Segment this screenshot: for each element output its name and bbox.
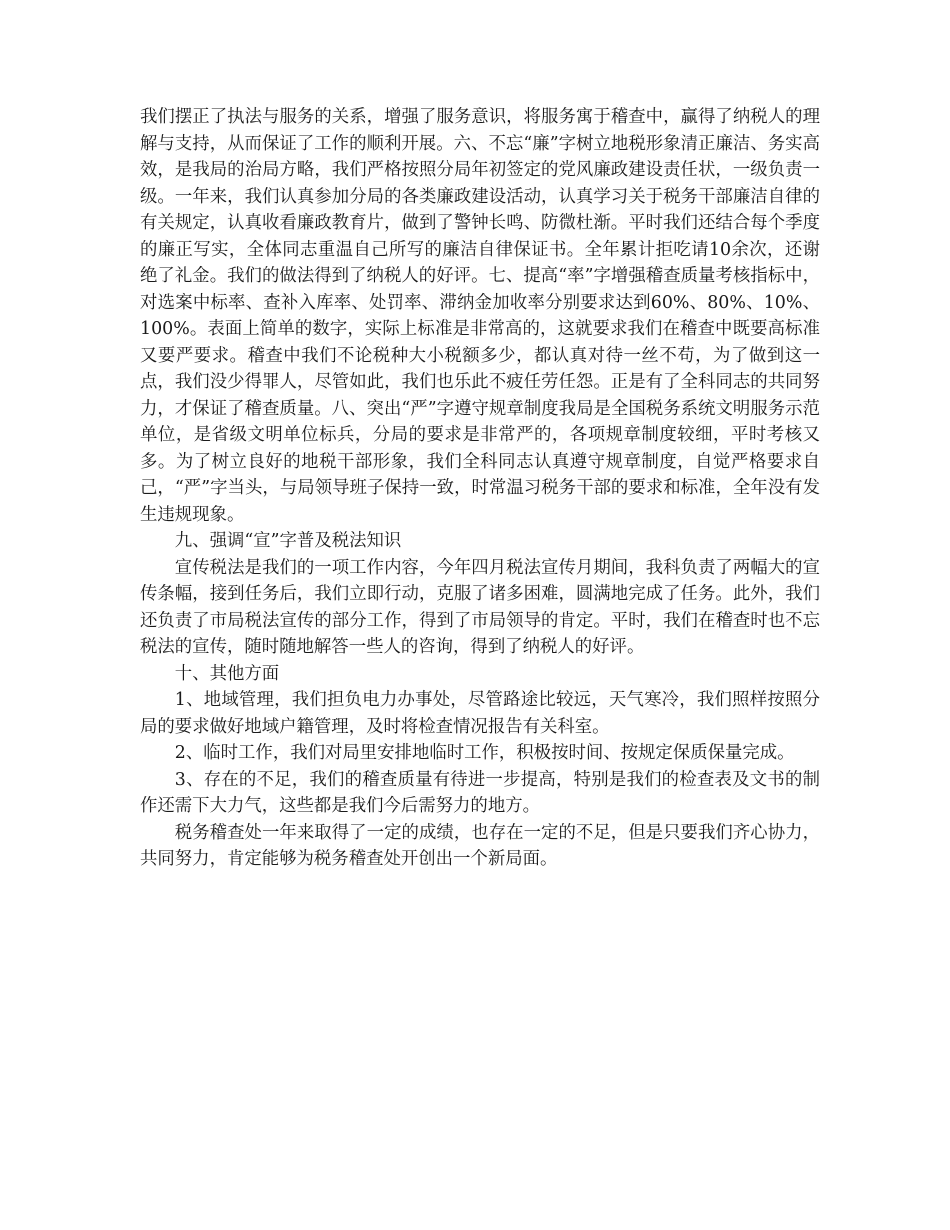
closing-paragraph: 税务稽查处一年来取得了一定的成绩，也存在一定的不足，但是只要我们齐心协力，共同努力，肯定能够为税务稽查处开创出一个新局面。 [140, 822, 820, 869]
list-item-regional-management: 1、地域管理，我们担负电力办事处，尽管路途比较远，天气寒冷，我们照样按照分局的要求做好地域户籍管理，及时将检查情况报告有关科室。 [140, 690, 820, 737]
paragraph-continuation: 我们摆正了执法与服务的关系，增强了服务意识，将服务寓于稽查中，赢得了纳税人的理解与支持，从而保证了工作的顺利开展。六、不忘“廉”字树立地税形象清正廉洁、务实高效，是我局的治局方略，我们严格按照分局年初签定的党风廉政建设责任状，一级负责一级。一年来，我们认真参加分局的各类廉政建设活动，认真学习关于税务干部廉洁自律的有关规定，认真收看廉政教育片，做到了警钟长鸣、防微杜渐。平时我们还结合每个季度的廉正写实，全体同志重温自己所写的廉洁自律保证书。全年累计拒吃请10余次，还谢绝了礼金。我们的做法得到了纳税人的好评。七、提高“率”字增强稽查质量考核指标中，对选案中标率、查补入库率、处罚率、滞纳金加收率分别要求达到60%、80%、10%、100%。表面上简单的数字，实际上标准是非常高的，这就要求我们在稽查中既要高标准又要严要求。稽查中我们不论税种大小税额多少，都认真对待一丝不苟，为了做到这一点，我们没少得罪人，尽管如此，我们也乐此不疲任劳任怨。正是有了全科同志的共同努力，才保证了稽查质量。八、突出“严”字遵守规章制度我局是全国税务系统文明服务示范单位，是省级文明单位标兵，分局的要求是非常严的，各项规章制度较细，平时考核又多。为了树立良好的地税干部形象，我们全科同志认真遵守规章制度，自觉严格要求自己，“严”字当头，与局领导班子保持一致，时常温习税务干部的要求和标准，全年没有发生违规现象。 [140, 107, 820, 525]
section-heading-10: 十、其他方面 [174, 663, 280, 684]
paragraph-tax-law-publicity: 宣传税法是我们的一项工作内容，今年四月税法宣传月期间，我科负责了两幅大的宣传条幅，接到任务后，我们立即行动，克服了诸多困难，圆满地完成了任务。此外，我们还负责了市局税法宣传的部分工作，得到了市局领导的肯定。平时，我们在稽查时也不忘税法的宣传，随时随地解答一些人的咨询，得到了纳税人的好评。 [140, 557, 820, 657]
section-heading-9: 九、强调“宣”字普及税法知识 [174, 531, 402, 551]
list-item-shortcomings: 3、存在的不足，我们的稽查质量有待进一步提高，特别是我们的检查表及文书的制作还需下大力气，这些都是我们今后需努力的地方。 [140, 769, 820, 816]
document-body [140, 104, 820, 873]
list-item-temporary-work: 2、临时工作，我们对局里安排地临时工作，积极按时间、按规定保质保量完成。 [174, 743, 795, 763]
